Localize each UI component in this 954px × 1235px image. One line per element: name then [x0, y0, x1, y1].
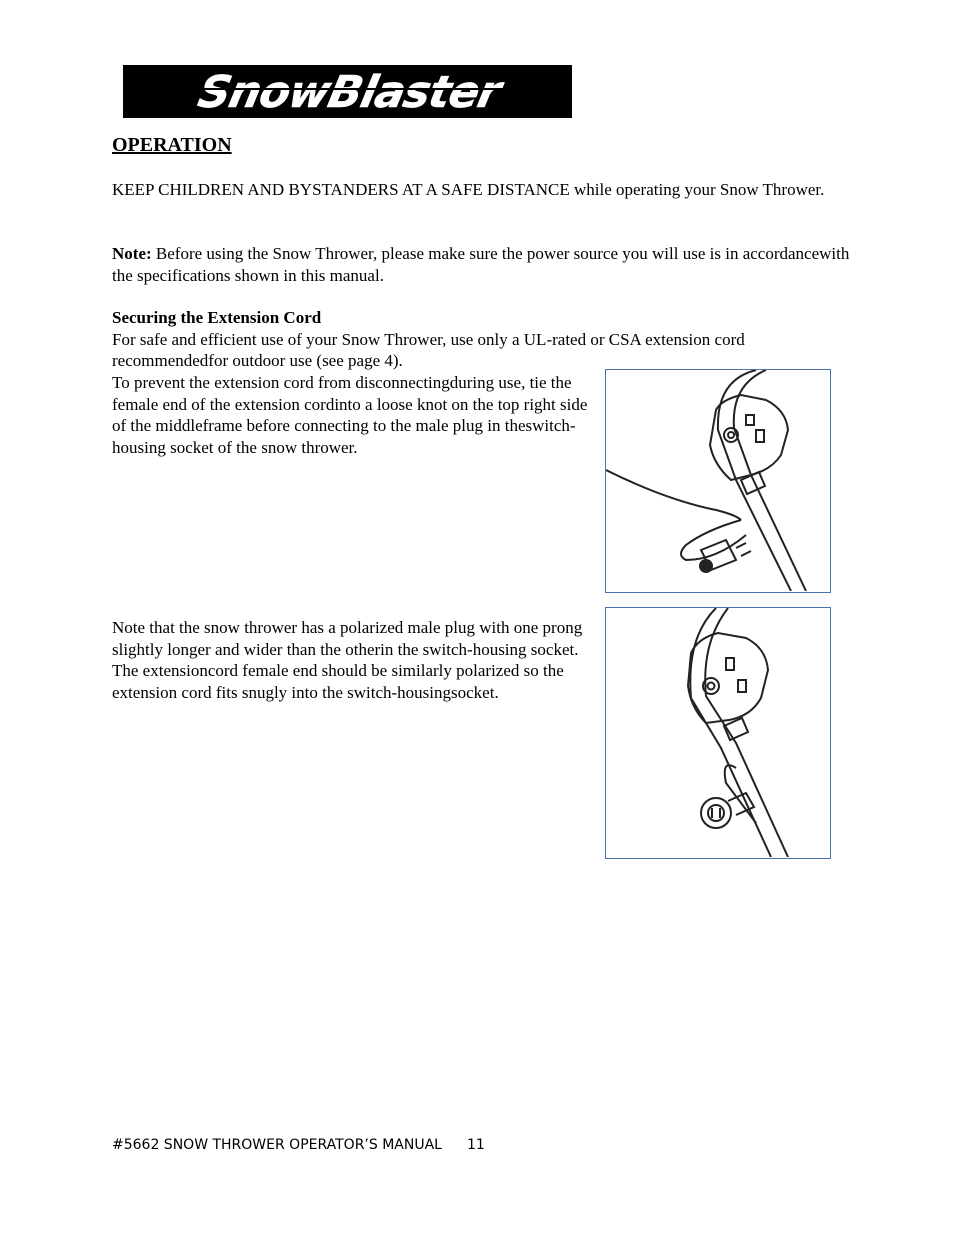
securing-title: Securing the Extension Cord — [112, 308, 322, 327]
page-footer — [112, 1137, 485, 1153]
note-paragraph — [112, 243, 852, 286]
note-text: Before using the Snow Thrower, please make sure the power source you will use is in accordancewith the specifications shown in this manual. — [112, 244, 850, 285]
page-number: 11 — [467, 1137, 485, 1153]
snowblaster-logo — [123, 65, 572, 118]
svg-text:SnowBlaster: SnowBlaster — [193, 67, 505, 118]
polarized-plug-illustration — [605, 607, 831, 859]
knot-paragraph: To prevent the extension cord from disconnectingduring use, tie the female end of the extension cordinto a loose knot on the top right side of the middleframe before connecting to the male plug in theswitch-housing socket of the snow thrower. — [112, 373, 588, 457]
securing-body: For safe and efficient use of your Snow Thrower, use only a UL-rated or CSA extension cord recommendedfor outdoor use (see page 4). — [112, 329, 745, 370]
intro-paragraph: KEEP CHILDREN AND BYSTANDERS AT A SAFE DISTANCE while operating your Snow Thrower. — [112, 180, 825, 199]
cord-knot-illustration — [605, 369, 831, 593]
note-label: Note: — [112, 244, 152, 263]
footer-title: #5662 SNOW THROWER OPERATOR’S MANUAL — [112, 1137, 442, 1153]
polarized-paragraph: Note that the snow thrower has a polarized male plug with one prong slightly longer and wider than the otherin the switch-housing socket. The extensioncord female end should be similarly polarized so the extension cord fits snugly into the switch-housingsocket. — [112, 618, 583, 702]
page-heading: OPERATION — [112, 134, 232, 156]
securing-section — [112, 307, 852, 372]
